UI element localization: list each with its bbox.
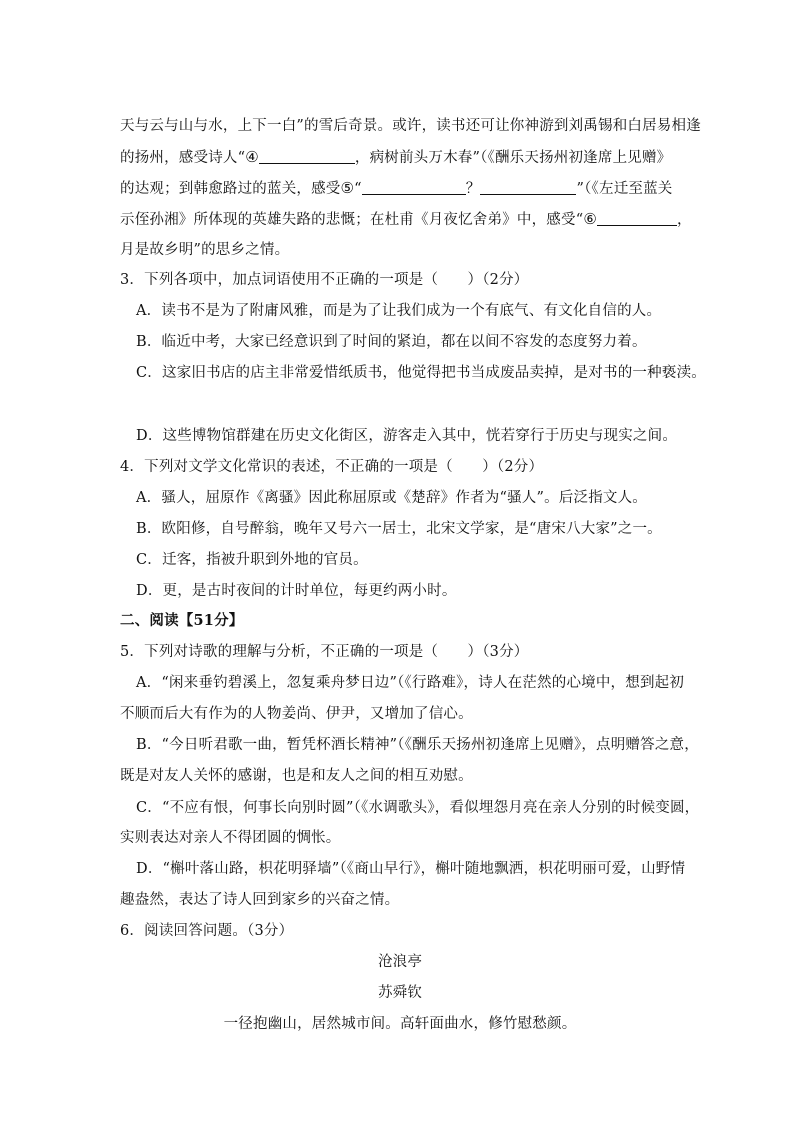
blank-number-5: ⑤ <box>340 179 355 197</box>
question-5-stem: 5．下列对诗歌的理解与分析，不正确的一项是（ ）（3分） <box>120 644 529 660</box>
poem-title: 沧浪亭 <box>377 954 423 970</box>
question-3-option-b: B．临近中考，大家已经意识到了时间的紧迫，都在以间不容发的态度努力着。 <box>136 334 647 350</box>
question-4-option-b: B．欧阳修，自号醉翁，晚年又号六一居士，北宋文学家，是“唐宋八大家”之一。 <box>136 521 662 537</box>
fill-blank-6[interactable] <box>597 209 677 226</box>
question-5-option-c-line-1: C．“不应有恨，何事长向别时圆”（《水调歌头》，看似埋怨月亮在亲人分别的时候变圆， <box>136 800 700 816</box>
question-5-option-a-line-2: 不顺而后大有作为的人物姜尚、伊尹，又增加了信心。 <box>120 706 473 722</box>
passage-line-2 <box>120 145 680 169</box>
question-6-stem: 6．阅读回答问题。（3分） <box>120 923 294 939</box>
question-5-option-c-line-2: 实则表达对亲人不得团圆的惆怅。 <box>120 830 341 846</box>
passage-line-5: 月是故乡明”的思乡之情。 <box>120 242 290 258</box>
question-4-option-d: D．更，是古时夜间的计时单位，每更约两小时。 <box>136 583 457 599</box>
question-5-option-a-line-1: A．“闲来垂钓碧溪上，忽复乘舟梦日边”（《行路难》，诗人在茫然的心境中，想到起初 <box>136 675 685 691</box>
fill-blank-5a[interactable] <box>362 178 466 195</box>
poem-author: 苏舜钦 <box>377 985 423 1001</box>
question-3-option-d: D．这些博物馆群建在历史文化街区，游客走入其中，恍若穿行于历史与现实之间。 <box>136 428 678 444</box>
fill-blank-5b[interactable] <box>480 178 576 195</box>
passage-line-3-question-mark: ？ <box>465 181 481 197</box>
question-3-option-c: C．这家旧书店的店主非常爱惜纸质书，他觉得把书当成废品卖掉，是对书的一种亵渎。 <box>136 365 706 381</box>
blank-number-6: ⑥ <box>583 210 597 228</box>
question-3-stem: 3．下列各项中，加点词语使用不正确的一项是（ ）（2分） <box>120 272 529 288</box>
passage-line-3-quote-open: “ <box>354 181 362 197</box>
question-4-stem: 4．下列对文学文化常识的表述，不正确的一项是（ ）（2分） <box>120 459 544 475</box>
passage-line-4-text-b: ， <box>676 212 692 228</box>
passage-line-4 <box>120 207 692 231</box>
blank-number-4: ④ <box>245 148 259 166</box>
passage-line-4-text-a: 示侄孙湘》所体现的英雄失路的悲慨；在杜甫《月夜忆舍弟》中，感受“ <box>120 212 584 228</box>
question-5-option-b-line-2: 既是对友人关怀的感谢，也是和友人之间的相互劝慰。 <box>120 768 473 784</box>
question-4-option-c: C．迁客，指被升职到外地的官员。 <box>136 552 368 568</box>
passage-line-3-text-d: ”（《左迁至蓝关 <box>576 181 673 197</box>
passage-line-2-text-b: ，病树前头万木春”（《酬乐天扬州初逢席上见赠》 <box>354 150 672 166</box>
section-heading-reading: 二、阅读【51分】 <box>120 612 244 629</box>
question-3-option-a: A．读书不是为了附庸风雅，而是为了让我们成为一个有底气、有文化自信的人。 <box>136 303 662 319</box>
fill-blank-4[interactable] <box>259 147 355 164</box>
passage-line-1: 天与云与山与水，上下一白”的雪后奇景。或许，读书还可让你神游到刘禹锡和白居易相逢 <box>120 118 701 134</box>
question-5-option-d-line-1: D．“槲叶落山路，枳花明驿墙”（《商山早行》，槲叶随地飘洒，枳花明丽可爱，山野情 <box>136 861 686 877</box>
question-4-option-a: A．骚人，屈原作《离骚》因此称屈原或《楚辞》作者为“骚人”。后泛指文人。 <box>136 490 647 506</box>
question-5-option-d-line-2: 趣盎然，表达了诗人回到家乡的兴奋之情。 <box>120 892 400 908</box>
passage-line-3 <box>120 176 680 200</box>
poem-line-1: 一径抱幽山，居然城市间。高轩面曲水，修竹慰愁颜。 <box>223 1016 577 1032</box>
question-5-option-b-line-1: B．“今日听君歌一曲，暂凭杯酒长精神”（《酬乐天扬州初逢席上见赠》，点明赠答之意， <box>136 737 699 753</box>
passage-line-2-text-a: 的扬州，感受诗人“ <box>120 150 246 166</box>
passage-line-3-text-a: 的达观；到韩愈路过的蓝关，感受 <box>120 181 341 197</box>
